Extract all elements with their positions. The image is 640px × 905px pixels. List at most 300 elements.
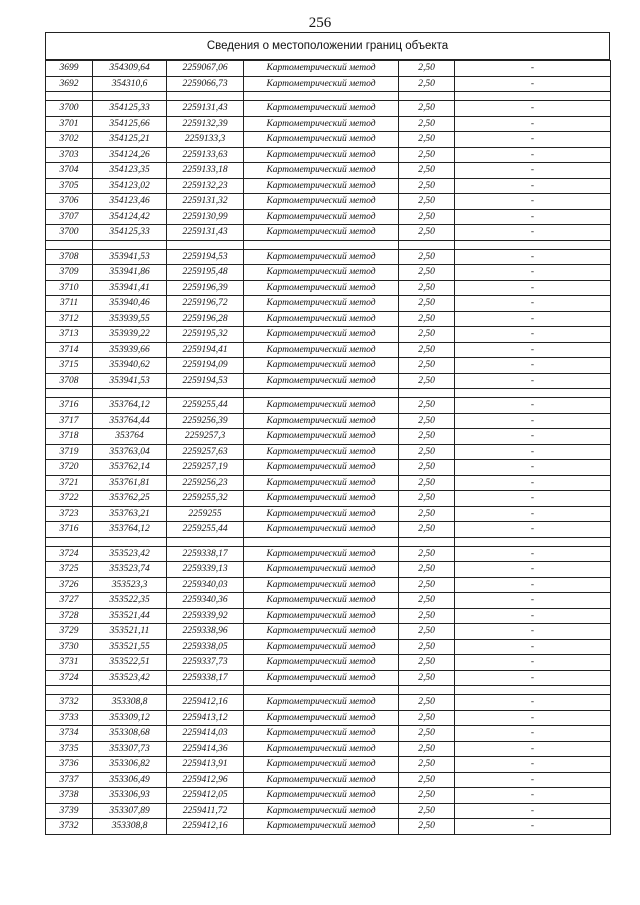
description: - <box>455 655 611 671</box>
x-coordinate: 354124,26 <box>93 147 167 163</box>
accuracy: 2,50 <box>399 296 455 312</box>
point-number: 3718 <box>46 429 93 445</box>
table-row <box>46 178 611 194</box>
y-coordinate: 2259340,03 <box>167 577 244 593</box>
description: - <box>455 413 611 429</box>
accuracy: 2,50 <box>399 358 455 374</box>
coordinates-document <box>45 32 610 835</box>
description: - <box>455 444 611 460</box>
x-coordinate: 353941,53 <box>93 373 167 389</box>
separator-cell <box>244 92 399 101</box>
y-coordinate: 2259133,18 <box>167 163 244 179</box>
description: - <box>455 132 611 148</box>
accuracy: 2,50 <box>399 265 455 281</box>
point-number: 3719 <box>46 444 93 460</box>
accuracy: 2,50 <box>399 562 455 578</box>
method: Картометрический метод <box>244 209 399 225</box>
description: - <box>455 460 611 476</box>
point-number: 3733 <box>46 710 93 726</box>
method: Картометрический метод <box>244 311 399 327</box>
y-coordinate: 2259196,72 <box>167 296 244 312</box>
method: Картометрический метод <box>244 342 399 358</box>
table-row <box>46 506 611 522</box>
accuracy: 2,50 <box>399 225 455 241</box>
method: Картометрический метод <box>244 522 399 538</box>
separator-cell <box>93 92 167 101</box>
x-coordinate: 353309,12 <box>93 710 167 726</box>
accuracy: 2,50 <box>399 475 455 491</box>
table-row <box>46 608 611 624</box>
accuracy: 2,50 <box>399 194 455 210</box>
method: Картометрический метод <box>244 265 399 281</box>
y-coordinate: 2259196,39 <box>167 280 244 296</box>
accuracy: 2,50 <box>399 757 455 773</box>
table-row <box>46 562 611 578</box>
boundary-points-table <box>45 60 611 835</box>
point-number: 3732 <box>46 695 93 711</box>
description: - <box>455 101 611 117</box>
accuracy: 2,50 <box>399 116 455 132</box>
point-number: 3722 <box>46 491 93 507</box>
y-coordinate: 2259194,53 <box>167 373 244 389</box>
point-number: 3710 <box>46 280 93 296</box>
x-coordinate: 354125,33 <box>93 225 167 241</box>
point-number: 3708 <box>46 373 93 389</box>
method: Картометрический метод <box>244 327 399 343</box>
x-coordinate: 353761,81 <box>93 475 167 491</box>
method: Картометрический метод <box>244 624 399 640</box>
x-coordinate: 354123,02 <box>93 178 167 194</box>
description: - <box>455 772 611 788</box>
y-coordinate: 2259255,44 <box>167 522 244 538</box>
table-row <box>46 101 611 117</box>
accuracy: 2,50 <box>399 803 455 819</box>
accuracy: 2,50 <box>399 819 455 835</box>
method: Картометрический метод <box>244 194 399 210</box>
accuracy: 2,50 <box>399 444 455 460</box>
method: Картометрический метод <box>244 819 399 835</box>
point-number: 3739 <box>46 803 93 819</box>
accuracy: 2,50 <box>399 342 455 358</box>
y-coordinate: 2259131,43 <box>167 225 244 241</box>
x-coordinate: 353940,62 <box>93 358 167 374</box>
y-coordinate: 2259412,05 <box>167 788 244 804</box>
accuracy: 2,50 <box>399 398 455 414</box>
y-coordinate: 2259412,16 <box>167 819 244 835</box>
x-coordinate: 353306,93 <box>93 788 167 804</box>
accuracy: 2,50 <box>399 327 455 343</box>
method: Картометрический метод <box>244 398 399 414</box>
accuracy: 2,50 <box>399 132 455 148</box>
method: Картометрический метод <box>244 116 399 132</box>
separator-cell <box>244 240 399 249</box>
y-coordinate: 2259257,19 <box>167 460 244 476</box>
x-coordinate: 353939,55 <box>93 311 167 327</box>
x-coordinate: 354123,46 <box>93 194 167 210</box>
x-coordinate: 353763,04 <box>93 444 167 460</box>
method: Картометрический метод <box>244 444 399 460</box>
table-row <box>46 413 611 429</box>
description: - <box>455 710 611 726</box>
description: - <box>455 373 611 389</box>
accuracy: 2,50 <box>399 429 455 445</box>
y-coordinate: 2259132,39 <box>167 116 244 132</box>
x-coordinate: 354125,21 <box>93 132 167 148</box>
y-coordinate: 2259338,05 <box>167 639 244 655</box>
y-coordinate: 2259067,06 <box>167 61 244 77</box>
description: - <box>455 280 611 296</box>
x-coordinate: 353764,44 <box>93 413 167 429</box>
separator-cell <box>167 389 244 398</box>
description: - <box>455 327 611 343</box>
y-coordinate: 2259132,23 <box>167 178 244 194</box>
point-number: 3734 <box>46 726 93 742</box>
description: - <box>455 491 611 507</box>
table-row <box>46 695 611 711</box>
description: - <box>455 209 611 225</box>
y-coordinate: 2259066,73 <box>167 76 244 92</box>
table-row <box>46 757 611 773</box>
point-number: 3721 <box>46 475 93 491</box>
accuracy: 2,50 <box>399 593 455 609</box>
y-coordinate: 2259413,91 <box>167 757 244 773</box>
x-coordinate: 354309,64 <box>93 61 167 77</box>
separator-cell <box>93 240 167 249</box>
x-coordinate: 353522,51 <box>93 655 167 671</box>
description: - <box>455 608 611 624</box>
page-number: 256 <box>308 15 332 31</box>
method: Картометрический метод <box>244 413 399 429</box>
table-row <box>46 772 611 788</box>
y-coordinate: 2259339,92 <box>167 608 244 624</box>
contour-separator-row <box>46 92 611 101</box>
y-coordinate: 2259338,17 <box>167 546 244 562</box>
description: - <box>455 147 611 163</box>
x-coordinate: 353523,3 <box>93 577 167 593</box>
accuracy: 2,50 <box>399 76 455 92</box>
y-coordinate: 2259131,32 <box>167 194 244 210</box>
y-coordinate: 2259414,03 <box>167 726 244 742</box>
method: Картометрический метод <box>244 280 399 296</box>
separator-cell <box>46 240 93 249</box>
section-title: Сведения о местоположении границ объекта <box>45 32 610 60</box>
point-number: 3724 <box>46 670 93 686</box>
table-row <box>46 429 611 445</box>
point-number: 3707 <box>46 209 93 225</box>
point-number: 3732 <box>46 819 93 835</box>
y-coordinate: 2259255,44 <box>167 398 244 414</box>
method: Картометрический метод <box>244 147 399 163</box>
table-row <box>46 577 611 593</box>
x-coordinate: 353939,22 <box>93 327 167 343</box>
description: - <box>455 225 611 241</box>
method: Картометрический метод <box>244 670 399 686</box>
description: - <box>455 342 611 358</box>
y-coordinate: 2259257,63 <box>167 444 244 460</box>
separator-cell <box>455 240 611 249</box>
description: - <box>455 178 611 194</box>
y-coordinate: 2259255 <box>167 506 244 522</box>
x-coordinate: 353308,8 <box>93 695 167 711</box>
point-number: 3712 <box>46 311 93 327</box>
separator-cell <box>399 92 455 101</box>
method: Картометрический метод <box>244 655 399 671</box>
y-coordinate: 2259255,32 <box>167 491 244 507</box>
table-row <box>46 546 611 562</box>
method: Картометрический метод <box>244 788 399 804</box>
separator-cell <box>46 389 93 398</box>
description: - <box>455 358 611 374</box>
description: - <box>455 670 611 686</box>
y-coordinate: 2259194,09 <box>167 358 244 374</box>
description: - <box>455 695 611 711</box>
point-number: 3708 <box>46 249 93 265</box>
point-number: 3729 <box>46 624 93 640</box>
point-number: 3711 <box>46 296 93 312</box>
method: Картометрический метод <box>244 772 399 788</box>
point-number: 3706 <box>46 194 93 210</box>
point-number: 3727 <box>46 593 93 609</box>
method: Картометрический метод <box>244 76 399 92</box>
method: Картометрический метод <box>244 249 399 265</box>
description: - <box>455 788 611 804</box>
accuracy: 2,50 <box>399 624 455 640</box>
point-number: 3692 <box>46 76 93 92</box>
point-number: 3717 <box>46 413 93 429</box>
accuracy: 2,50 <box>399 491 455 507</box>
point-number: 3704 <box>46 163 93 179</box>
accuracy: 2,50 <box>399 163 455 179</box>
table-row <box>46 491 611 507</box>
description: - <box>455 296 611 312</box>
table-row <box>46 398 611 414</box>
table-row <box>46 225 611 241</box>
method: Картометрический метод <box>244 695 399 711</box>
point-number: 3701 <box>46 116 93 132</box>
accuracy: 2,50 <box>399 726 455 742</box>
x-coordinate: 353764,12 <box>93 398 167 414</box>
x-coordinate: 353308,8 <box>93 819 167 835</box>
y-coordinate: 2259412,96 <box>167 772 244 788</box>
table-row <box>46 710 611 726</box>
table-row <box>46 819 611 835</box>
x-coordinate: 354125,33 <box>93 101 167 117</box>
y-coordinate: 2259133,63 <box>167 147 244 163</box>
description: - <box>455 757 611 773</box>
y-coordinate: 2259194,53 <box>167 249 244 265</box>
y-coordinate: 2259257,3 <box>167 429 244 445</box>
separator-cell <box>46 92 93 101</box>
accuracy: 2,50 <box>399 61 455 77</box>
y-coordinate: 2259133,3 <box>167 132 244 148</box>
x-coordinate: 353762,14 <box>93 460 167 476</box>
x-coordinate: 353522,35 <box>93 593 167 609</box>
accuracy: 2,50 <box>399 788 455 804</box>
x-coordinate: 353940,46 <box>93 296 167 312</box>
separator-cell <box>399 240 455 249</box>
separator-cell <box>399 537 455 546</box>
separator-cell <box>46 686 93 695</box>
method: Картометрический метод <box>244 373 399 389</box>
y-coordinate: 2259195,32 <box>167 327 244 343</box>
method: Картометрический метод <box>244 163 399 179</box>
x-coordinate: 353941,41 <box>93 280 167 296</box>
description: - <box>455 577 611 593</box>
separator-cell <box>46 537 93 546</box>
separator-cell <box>455 686 611 695</box>
method: Картометрический метод <box>244 803 399 819</box>
x-coordinate: 353521,44 <box>93 608 167 624</box>
y-coordinate: 2259256,23 <box>167 475 244 491</box>
accuracy: 2,50 <box>399 280 455 296</box>
table-row <box>46 624 611 640</box>
x-coordinate: 354310,6 <box>93 76 167 92</box>
table-row <box>46 296 611 312</box>
x-coordinate: 353763,21 <box>93 506 167 522</box>
separator-cell <box>244 537 399 546</box>
y-coordinate: 2259131,43 <box>167 101 244 117</box>
y-coordinate: 2259338,17 <box>167 670 244 686</box>
separator-cell <box>244 686 399 695</box>
point-number: 3705 <box>46 178 93 194</box>
contour-separator-row <box>46 240 611 249</box>
description: - <box>455 429 611 445</box>
method: Картометрический метод <box>244 101 399 117</box>
x-coordinate: 353941,86 <box>93 265 167 281</box>
x-coordinate: 354123,35 <box>93 163 167 179</box>
point-number: 3728 <box>46 608 93 624</box>
separator-cell <box>167 92 244 101</box>
y-coordinate: 2259195,48 <box>167 265 244 281</box>
separator-cell <box>399 686 455 695</box>
point-number: 3725 <box>46 562 93 578</box>
table-row <box>46 76 611 92</box>
table-row <box>46 655 611 671</box>
method: Картометрический метод <box>244 608 399 624</box>
description: - <box>455 593 611 609</box>
point-number: 3702 <box>46 132 93 148</box>
description: - <box>455 562 611 578</box>
accuracy: 2,50 <box>399 460 455 476</box>
method: Картометрический метод <box>244 429 399 445</box>
x-coordinate: 353306,49 <box>93 772 167 788</box>
method: Картометрический метод <box>244 225 399 241</box>
accuracy: 2,50 <box>399 101 455 117</box>
point-number: 3715 <box>46 358 93 374</box>
table-row <box>46 209 611 225</box>
x-coordinate: 353523,42 <box>93 670 167 686</box>
table-row <box>46 788 611 804</box>
x-coordinate: 353523,42 <box>93 546 167 562</box>
table-row <box>46 639 611 655</box>
x-coordinate: 353521,11 <box>93 624 167 640</box>
table-row <box>46 265 611 281</box>
separator-cell <box>455 537 611 546</box>
x-coordinate: 353521,55 <box>93 639 167 655</box>
method: Картометрический метод <box>244 741 399 757</box>
accuracy: 2,50 <box>399 311 455 327</box>
contour-separator-row <box>46 686 611 695</box>
description: - <box>455 475 611 491</box>
description: - <box>455 546 611 562</box>
description: - <box>455 398 611 414</box>
contour-separator-row <box>46 537 611 546</box>
point-number: 3700 <box>46 225 93 241</box>
accuracy: 2,50 <box>399 741 455 757</box>
description: - <box>455 76 611 92</box>
separator-cell <box>93 537 167 546</box>
accuracy: 2,50 <box>399 577 455 593</box>
separator-cell <box>93 389 167 398</box>
y-coordinate: 2259412,16 <box>167 695 244 711</box>
description: - <box>455 249 611 265</box>
y-coordinate: 2259256,39 <box>167 413 244 429</box>
table-row <box>46 194 611 210</box>
description: - <box>455 639 611 655</box>
method: Картометрический метод <box>244 757 399 773</box>
point-number: 3737 <box>46 772 93 788</box>
x-coordinate: 353764 <box>93 429 167 445</box>
method: Картометрический метод <box>244 491 399 507</box>
point-number: 3730 <box>46 639 93 655</box>
point-number: 3714 <box>46 342 93 358</box>
accuracy: 2,50 <box>399 639 455 655</box>
description: - <box>455 61 611 77</box>
method: Картометрический метод <box>244 726 399 742</box>
method: Картометрический метод <box>244 593 399 609</box>
separator-cell <box>244 389 399 398</box>
y-coordinate: 2259338,96 <box>167 624 244 640</box>
accuracy: 2,50 <box>399 546 455 562</box>
accuracy: 2,50 <box>399 608 455 624</box>
x-coordinate: 353523,74 <box>93 562 167 578</box>
table-row <box>46 327 611 343</box>
separator-cell <box>167 686 244 695</box>
point-number: 3716 <box>46 398 93 414</box>
table-row <box>46 116 611 132</box>
contour-separator-row <box>46 389 611 398</box>
accuracy: 2,50 <box>399 373 455 389</box>
table-body <box>46 61 611 835</box>
method: Картометрический метод <box>244 577 399 593</box>
description: - <box>455 311 611 327</box>
method: Картометрический метод <box>244 296 399 312</box>
table-row <box>46 522 611 538</box>
point-number: 3720 <box>46 460 93 476</box>
point-number: 3699 <box>46 61 93 77</box>
point-number: 3724 <box>46 546 93 562</box>
method: Картометрический метод <box>244 61 399 77</box>
y-coordinate: 2259194,41 <box>167 342 244 358</box>
method: Картометрический метод <box>244 639 399 655</box>
accuracy: 2,50 <box>399 209 455 225</box>
table-row <box>46 163 611 179</box>
description: - <box>455 624 611 640</box>
accuracy: 2,50 <box>399 655 455 671</box>
method: Картометрический метод <box>244 562 399 578</box>
table-row <box>46 726 611 742</box>
x-coordinate: 353308,68 <box>93 726 167 742</box>
separator-cell <box>167 537 244 546</box>
separator-cell <box>455 92 611 101</box>
accuracy: 2,50 <box>399 670 455 686</box>
point-number: 3713 <box>46 327 93 343</box>
table-row <box>46 147 611 163</box>
accuracy: 2,50 <box>399 147 455 163</box>
description: - <box>455 506 611 522</box>
x-coordinate: 353762,25 <box>93 491 167 507</box>
accuracy: 2,50 <box>399 249 455 265</box>
